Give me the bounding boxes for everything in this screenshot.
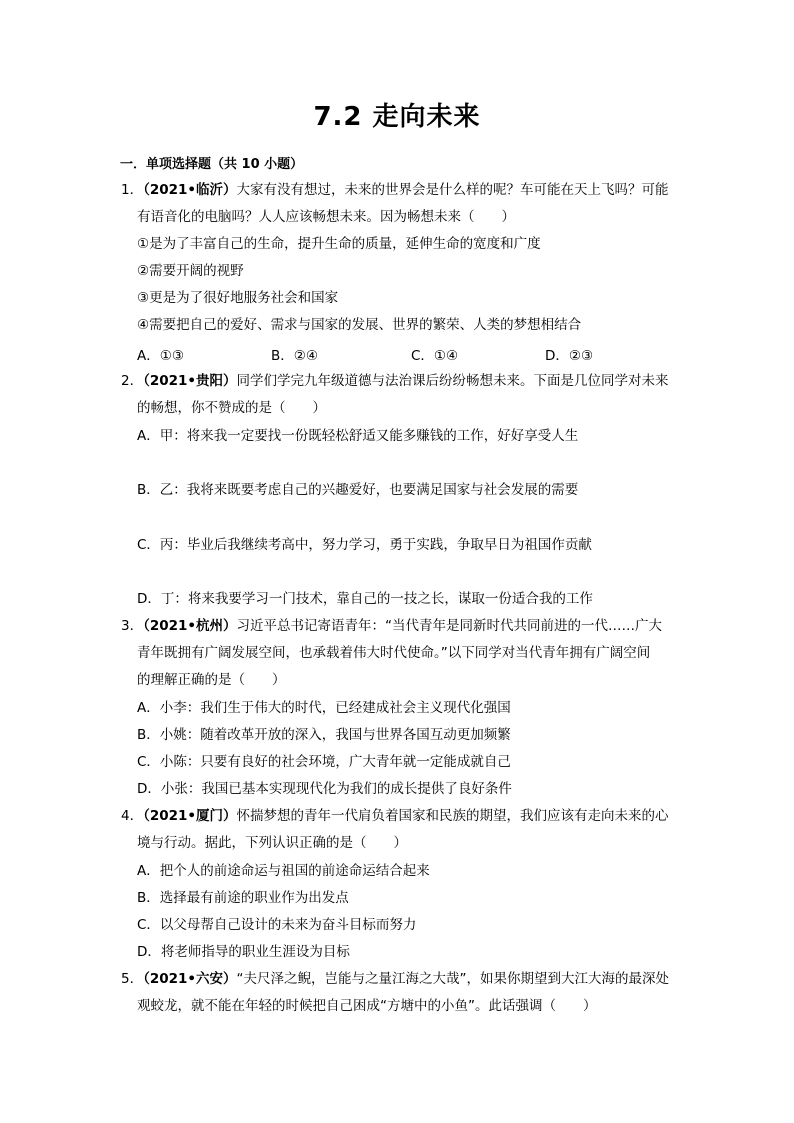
question-text: 怀揣梦想的青年一代肩负着国家和民族的期望，我们应该有走向未来的心	[236, 808, 669, 824]
question-1-item: ③更是为了很好地服务社会和国家	[137, 290, 339, 306]
option-c: C．①④	[411, 348, 459, 364]
question-5-stem-cont: 观蛟龙，就不能在年轻的时候把自己困成“方塘中的小鱼”。此话强调（ ）	[137, 998, 597, 1014]
question-number: 4．	[121, 808, 144, 824]
question-1-item: ①是为了丰富自己的生命，提升生命的质量，延伸生命的宽度和广度	[137, 236, 541, 252]
question-source: （2021•贵阳）	[143, 373, 237, 389]
question-2-option-d: D．丁：将来我要学习一门技术，靠自己的一技之长，谋取一份适合我的工作	[137, 591, 593, 607]
question-3-stem-cont: 的理解正确的是（ ）	[137, 672, 286, 688]
question-3-option-b: B．小姚：随着改革开放的深入，我国与世界各国互动更加频繁	[137, 727, 511, 743]
question-2-stem-cont: 的畅想，你不赞成的是（ ）	[137, 400, 326, 416]
question-4-option-c: C．以父母帮自己设计的未来为奋斗目标而努力	[137, 917, 417, 933]
question-source: （2021•厦门）	[143, 808, 237, 824]
page-title: 7.2 走向未来	[313, 102, 481, 132]
question-number: 2．	[121, 373, 144, 389]
question-4-stem-cont: 境与行动。据此，下列认识正确的是（ ）	[137, 835, 407, 851]
question-text: 同学们学完九年级道德与法治课后纷纷畅想未来。下面是几位同学对未来	[236, 373, 669, 389]
question-text: 大家有没有想过，未来的世界会是什么样的呢？车可能在天上飞吗？可能	[236, 182, 669, 198]
question-3-stem	[121, 616, 662, 636]
question-source: （2021•临沂）	[143, 182, 237, 198]
question-number: 5．	[121, 971, 144, 987]
question-3-option-a: A．小李：我们生于伟大的时代，已经建成社会主义现代化强国	[137, 700, 511, 716]
question-3-stem-cont: 青年既拥有广阔发展空间，也承载着伟大时代使命。”以下同学对当代青年拥有广阔空间	[137, 645, 651, 661]
question-1-item: ④需要把自己的爱好、需求与国家的发展、世界的繁荣、人类的梦想相结合	[137, 317, 582, 333]
question-4-option-d: D．将老师指导的职业生涯设为目标	[137, 944, 350, 960]
section-heading: 一．单项选择题（共 10 小题）	[120, 157, 304, 172]
question-1-stem-cont: 有语音化的电脑吗？人人应该畅想未来。因为畅想未来（ ）	[137, 209, 515, 225]
question-text: “夫尺泽之鲵，岂能与之量江海之大哉”，如果你期望到大江大海的最深处	[236, 971, 670, 987]
question-5-stem	[121, 969, 669, 989]
question-1-item: ②需要开阔的视野	[137, 263, 244, 279]
option-d: D．②③	[545, 348, 594, 364]
question-2-option-c: C．丙：毕业后我继续考高中，努力学习，勇于实践，争取早日为祖国作贡献	[137, 537, 592, 553]
question-2-option-b: B．乙：我将来既要考虑自己的兴趣爱好，也要满足国家与社会发展的需要	[137, 482, 579, 498]
question-4-stem	[121, 806, 669, 826]
question-4-option-a: A．把个人的前途命运与祖国的前途命运结合起来	[137, 863, 430, 879]
option-b: B．②④	[271, 348, 318, 364]
question-text: 习近平总书记寄语青年：“当代青年是同新时代共同前进的一代……广大	[236, 618, 663, 634]
question-source: （2021•六安）	[143, 971, 237, 987]
option-a: A．①③	[137, 348, 184, 364]
question-number: 1．	[121, 182, 144, 198]
question-2-option-a: A．甲：将来我一定要找一份既轻松舒适又能多赚钱的工作，好好享受人生	[137, 428, 579, 444]
question-number: 3．	[121, 618, 144, 634]
question-1-stem	[121, 180, 669, 200]
question-2-stem	[121, 371, 669, 391]
question-3-option-c: C．小陈：只要有良好的社会环境，广大青年就一定能成就自己	[137, 754, 511, 770]
question-3-option-d: D．小张：我国已基本实现现代化为我们的成长提供了良好条件	[137, 781, 512, 797]
question-source: （2021•杭州）	[143, 618, 237, 634]
question-4-option-b: B．选择最有前途的职业作为出发点	[137, 890, 349, 906]
